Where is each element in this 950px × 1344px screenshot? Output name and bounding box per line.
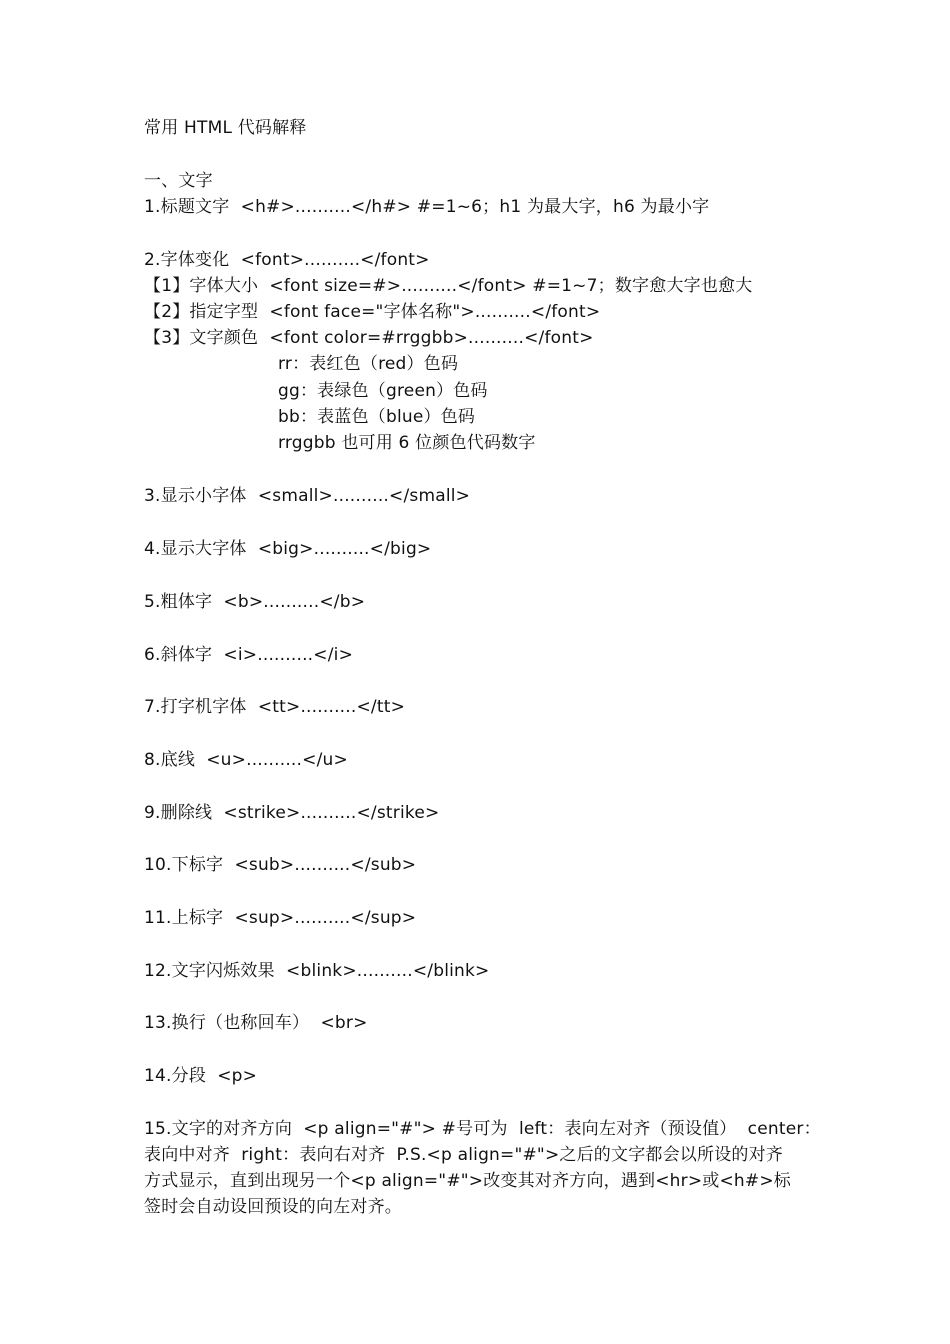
color-note-rrggbb: rrggbb 也可用 6 位颜色代码数字 — [278, 433, 536, 453]
color-note-bb: bb：表蓝色（blue）色码 — [278, 407, 476, 427]
item-bold-tag: 5.粗体字 <b>..........</b> — [144, 592, 366, 612]
item-sub-tag: 10.下标字 <sub>..........</sub> — [144, 855, 417, 875]
document-title: 常用 HTML 代码解释 — [144, 118, 307, 138]
item-italic-tag: 6.斜体字 <i>..........</i> — [144, 645, 354, 665]
item-blink-tag: 12.文字闪烁效果 <blink>..........</blink> — [144, 961, 490, 981]
item-tt-tag: 7.打字机字体 <tt>..........</tt> — [144, 697, 406, 717]
item-big-tag: 4.显示大字体 <big>..........</big> — [144, 539, 432, 559]
item-font-size: 【1】字体大小 <font size=#>..........</font> #=1~7；数字愈大字也愈大 — [144, 276, 753, 296]
align-line-1: 15.文字的对齐方向 <p align="#"> #号可为 left：表向左对齐（预设值） center： — [144, 1119, 821, 1139]
item-br-tag: 13.换行（也称回车） <br> — [144, 1013, 368, 1033]
align-line-2: 表向中对齐 right：表向右对齐 P.S.<p align="#">之后的文字都会以所设的对齐 — [144, 1145, 783, 1165]
color-note-gg: gg：表绿色（green）色码 — [278, 381, 488, 401]
item-font-tag: 2.字体变化 <font>..........</font> — [144, 250, 430, 270]
item-sup-tag: 11.上标字 <sup>..........</sup> — [144, 908, 417, 928]
item-small-tag: 3.显示小字体 <small>..........</small> — [144, 486, 471, 506]
align-line-4: 签时会自动设回预设的向左对齐。 — [144, 1197, 402, 1217]
item-p-tag: 14.分段 <p> — [144, 1066, 258, 1086]
item-heading-tag: 1.标题文字 <h#>..........</h#> #=1~6；h1 为最大字，h6 为最小字 — [144, 197, 710, 217]
item-align-paragraph — [144, 1116, 821, 1220]
item-underline-tag: 8.底线 <u>..........</u> — [144, 750, 348, 770]
section-heading: 一、文字 — [144, 171, 213, 191]
align-line-3: 方式显示，直到出现另一个<p align="#">改变其对齐方向，遇到<hr>或<h#>标 — [144, 1171, 791, 1191]
item-font-face: 【2】指定字型 <font face="字体名称">..........</font> — [144, 302, 601, 322]
item-strike-tag: 9.删除线 <strike>..........</strike> — [144, 803, 440, 823]
item-font-color: 【3】文字颜色 <font color=#rrggbb>..........</font> — [144, 328, 594, 348]
color-note-rr: rr：表红色（red）色码 — [278, 354, 459, 374]
